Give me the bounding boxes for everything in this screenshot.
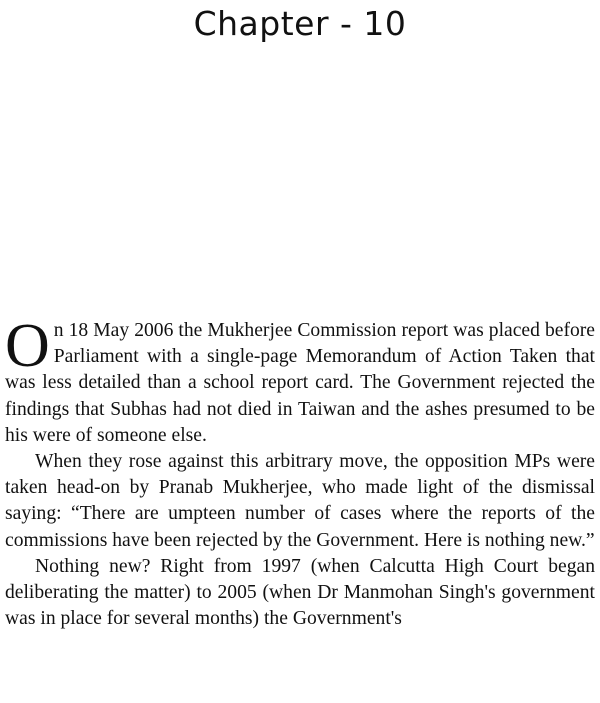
paragraph-3: Nothing new? Right from 1997 (when Calcutta High Court began deliberating the matter) to 2005 (when Dr Manmohan Singh's government was in place for several months) the Government's: [5, 555, 595, 630]
paragraph-1-text: n 18 May 2006 the Mukherjee Commission report was placed before Parliament with a single-page Memorandum of Action Taken that was less detailed than a school report card. The Government rejected the findings that Subhas had not died in Taiwan and the ashes presumed to be his were of someone else.: [5, 320, 595, 446]
drop-cap: O: [5, 312, 50, 380]
paragraph-2: When they rose against this arbitrary move, the opposition MPs were taken head-on by Pranab Mukherjee, who made light of the dismissal saying: “There are umpteen number of cases where the reports of the commissions have been rejected by the Government. Here is nothing new.”: [5, 451, 595, 551]
paragraph-1: [5, 312, 595, 449]
chapter-title: Chapter - 10: [193, 4, 407, 43]
chapter-body: [5, 312, 595, 632]
